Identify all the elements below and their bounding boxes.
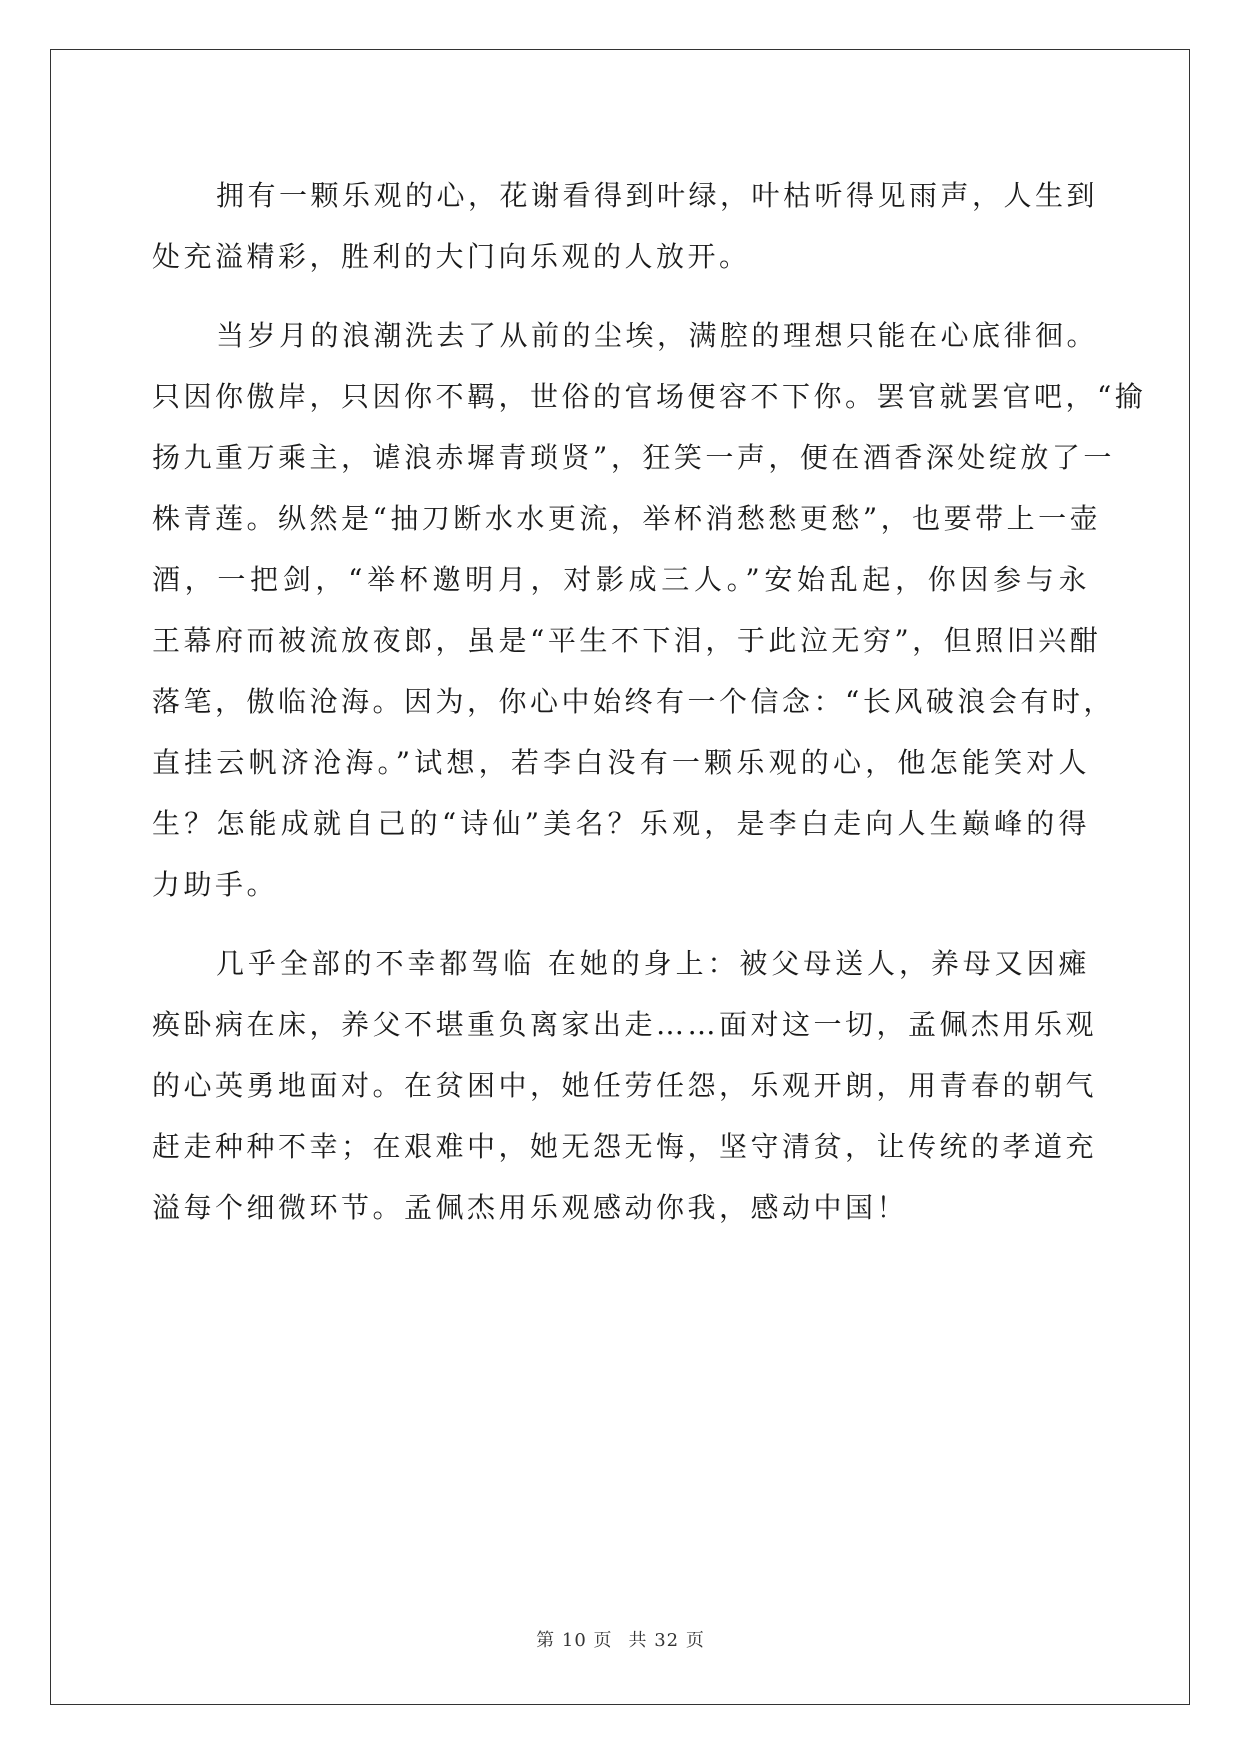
text-line: 株青莲。纵然是“抽刀断水水更流，举杯消愁愁更愁”，也要带上一壶 (152, 502, 1102, 535)
text-line: 酒，一把剑，“举杯邀明月，对影成三人。”安始乱起，你因参与永 (152, 563, 1090, 596)
text-line: 落笔，傲临沧海。因为，你心中始终有一个信念：“长风破浪会有时， (152, 685, 1115, 718)
text-line: 当岁月的浪潮洗去了从前的尘埃，满腔的理想只能在心底徘徊。 (216, 319, 1099, 352)
text-line: 溢每个细微环节。孟佩杰用乐观感动你我，感动中国！ (152, 1191, 909, 1224)
paragraph-2 (152, 305, 1147, 915)
text-line: 直挂云帆济沧海。”试想，若李白没有一颗乐观的心，他怎能笑对人 (152, 746, 1090, 779)
document-body (152, 165, 1147, 1238)
text-line: 王幕府而被流放夜郎，虽是“平生不下泪，于此泣无穷”，但照旧兴酣 (152, 624, 1102, 657)
text-line: 生？怎能成就自己的“诗仙”美名？乐观，是李白走向人生巅峰的得 (152, 807, 1090, 840)
text-line: 拥有一颗乐观的心，花谢看得到叶绿，叶枯听得见雨声，人生到 (216, 179, 1099, 212)
text-line: 痪卧病在床，养父不堪重负离家出走……面对这一切，孟佩杰用乐观 (152, 1008, 1098, 1041)
page-total: 共 32 页 (628, 1630, 705, 1651)
text-line: 的心英勇地面对。在贫困中，她任劳任怨，乐观开朗，用青春的朝气 (152, 1069, 1098, 1102)
text-line: 赶走种种不幸；在艰难中，她无怨无悔，坚守清贫，让传统的孝道充 (152, 1130, 1098, 1163)
text-line: 处充溢精彩，胜利的大门向乐观的人放开。 (152, 240, 751, 273)
text-line: 力助手。 (152, 868, 279, 901)
page-number: 第 10 页 (536, 1630, 613, 1651)
page-footer (0, 1626, 1241, 1652)
paragraph-3 (152, 933, 1098, 1238)
text-line: 扬九重万乘主，谑浪赤墀青琐贤”，狂笑一声，便在酒香深处绽放了一 (152, 441, 1115, 474)
paragraph-1 (152, 165, 1099, 287)
text-line: 几乎全部的不幸都驾临 在她的身上：被父母送人，养母又因瘫 (216, 947, 1090, 980)
text-line: 只因你傲岸，只因你不羁，世俗的官场便容不下你。罢官就罢官吧，“揄 (152, 380, 1147, 413)
